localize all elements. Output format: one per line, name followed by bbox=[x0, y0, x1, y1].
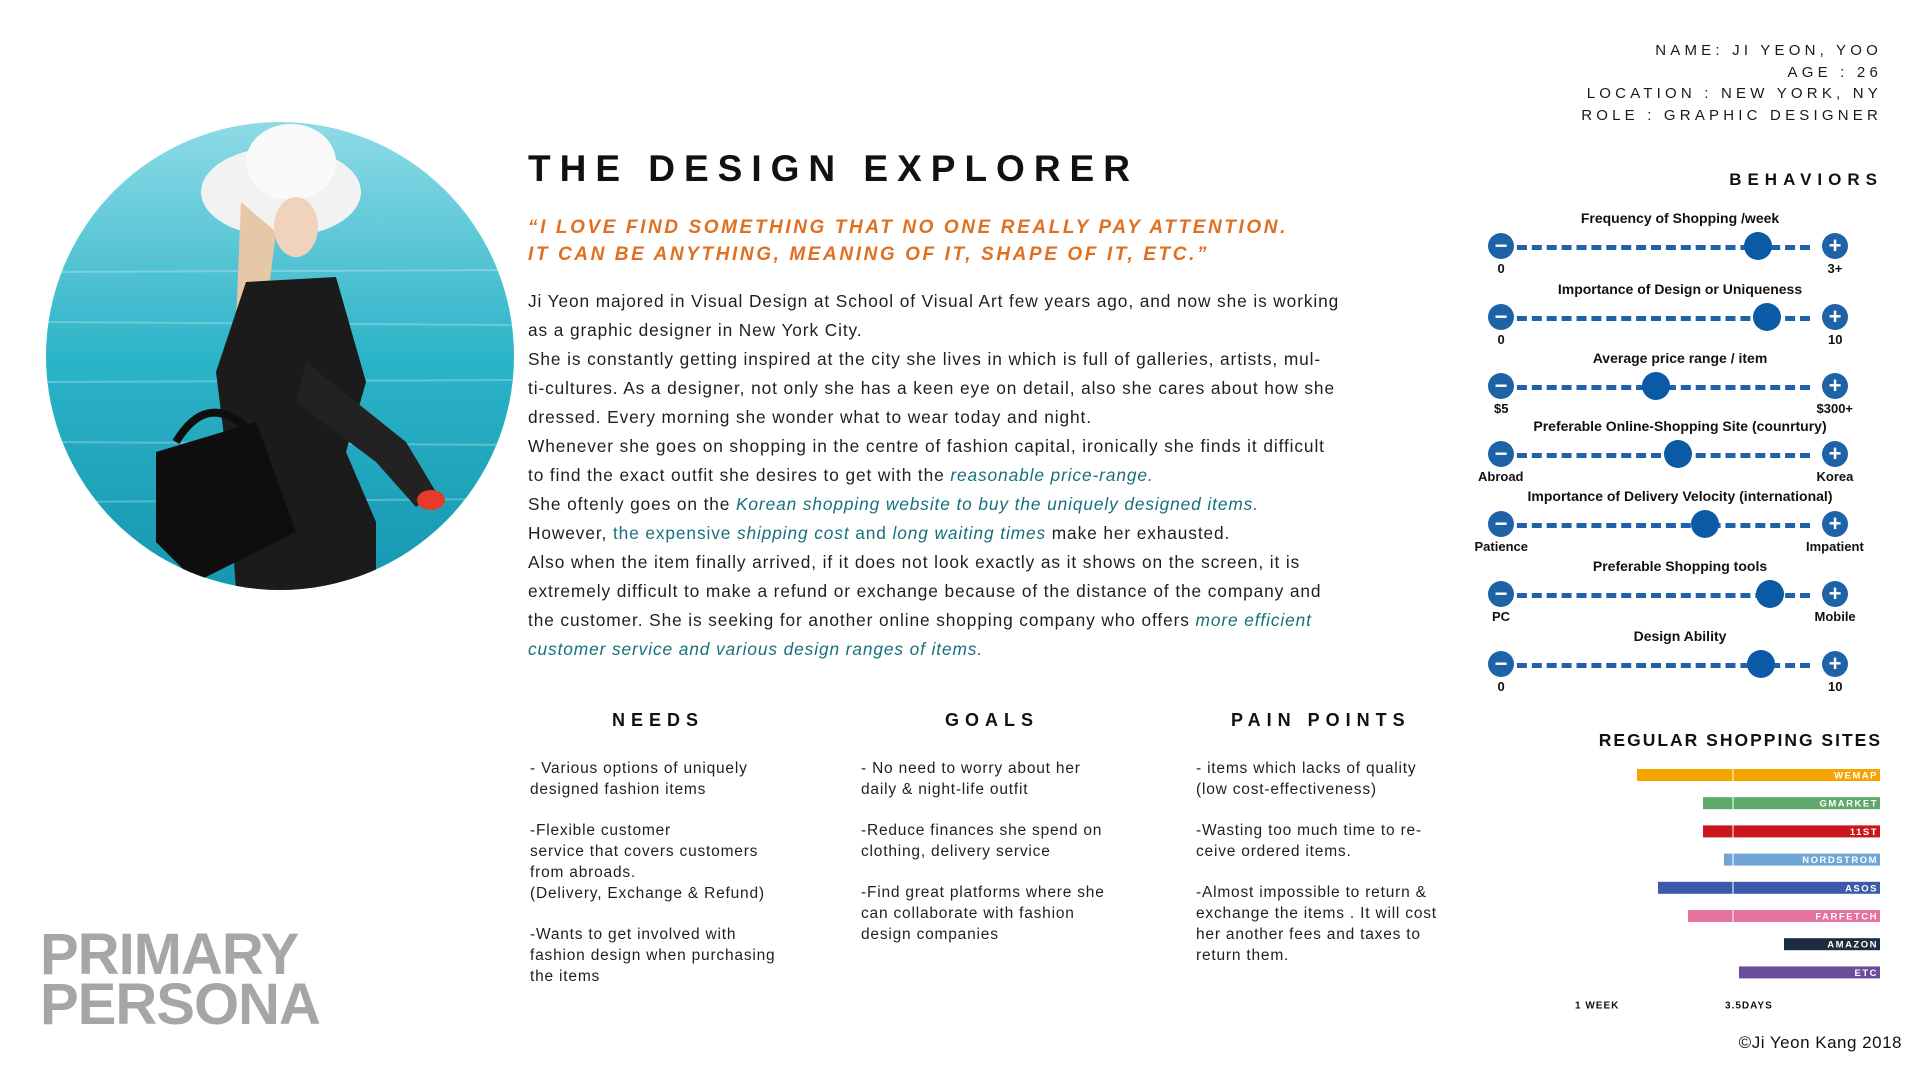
copyright: ©Ji Yeon Kang 2018 bbox=[1738, 1033, 1902, 1052]
needs-line: -Wants to get involved with bbox=[530, 926, 737, 943]
behavior-min-label: 0 bbox=[1497, 679, 1505, 694]
goals-line: daily & night-life outfit bbox=[861, 781, 1029, 798]
behavior-min-label: 0 bbox=[1497, 261, 1505, 276]
needs-item bbox=[530, 758, 775, 800]
minus-icon: − bbox=[1488, 581, 1514, 607]
bio-text: However, bbox=[528, 523, 613, 543]
slider-knob bbox=[1691, 510, 1719, 538]
info-role: ROLE : GRAPHIC DESIGNER bbox=[1581, 106, 1882, 124]
goals-line: -Find great platforms where she bbox=[861, 884, 1105, 901]
behavior-max-label: 10 bbox=[1828, 332, 1843, 347]
bio-text: the customer. She is seeking for another online shopping company who offers bbox=[528, 610, 1196, 630]
bio-highlight: more efficient bbox=[1195, 610, 1312, 630]
goals-item bbox=[861, 882, 1105, 945]
behavior-slider bbox=[1470, 281, 1890, 351]
pain-points-heading: PAIN POINTS bbox=[1231, 710, 1411, 730]
sites-bar-chart bbox=[1540, 757, 1900, 1017]
behavior-max-label: Mobile bbox=[1814, 609, 1856, 624]
needs-item bbox=[530, 924, 775, 987]
slider-knob bbox=[1664, 440, 1692, 468]
behavior-max-label: $300+ bbox=[1816, 401, 1854, 416]
bio-text: make her exhausted. bbox=[1046, 523, 1231, 543]
pain-point-line: ceive ordered items. bbox=[1196, 843, 1352, 860]
bio-line: ti-cultures. As a designer, not only she has a keen eye on detail, also she cares about how she bbox=[528, 378, 1335, 398]
bio-line: dressed. Every morning she wonder what to wear today and night. bbox=[528, 407, 1092, 427]
needs-line: service that covers customers bbox=[530, 843, 759, 860]
pain-point-line: exchange the items . It will cost bbox=[1196, 905, 1437, 922]
needs-line: -Flexible customer bbox=[530, 822, 672, 839]
behavior-label: Importance of Design or Uniqueness bbox=[1557, 281, 1803, 297]
bio-line bbox=[528, 519, 1428, 548]
bio-highlight: Korean shopping website to buy the uniquely designed items. bbox=[736, 494, 1259, 514]
pain-point-item bbox=[1196, 758, 1437, 800]
pain-points-list bbox=[1196, 758, 1437, 986]
bio-line: Also when the item finally arrived, if it does not look exactly as it shows on the screen, it is bbox=[528, 552, 1301, 572]
bio-text: to find the exact outfit she desires to get with the bbox=[528, 465, 951, 485]
bio-line: extremely difficult to make a refund or exchange because of the distance of the company and bbox=[528, 581, 1322, 601]
needs-line: fashion design when purchasing bbox=[530, 947, 776, 964]
bio-highlight: long waiting times bbox=[892, 523, 1047, 543]
behavior-slider bbox=[1470, 350, 1890, 420]
sites-chart-title: REGULAR SHOPPING SITES bbox=[1598, 730, 1882, 750]
bio-line: She is constantly getting inspired at the city she lives in which is full of galleries, artists, mul- bbox=[528, 349, 1322, 369]
bio-highlight: shipping cost bbox=[736, 523, 850, 543]
pain-point-item bbox=[1196, 820, 1437, 862]
slider-knob bbox=[1744, 232, 1772, 260]
minus-icon: − bbox=[1488, 373, 1514, 399]
info-name: NAME: JI YEON, YOO bbox=[1655, 42, 1882, 59]
goals-line: - No need to worry about her bbox=[861, 760, 1081, 777]
goals-line: can collaborate with fashion bbox=[861, 905, 1075, 922]
behavior-slider bbox=[1470, 210, 1890, 280]
needs-heading: NEEDS bbox=[612, 710, 705, 730]
bio-line: as a graphic designer in New York City. bbox=[528, 320, 863, 340]
bio-line bbox=[528, 606, 1428, 635]
behaviors-title: BEHAVIORS bbox=[1729, 170, 1883, 189]
primary-persona-line: PRIMARY bbox=[40, 922, 299, 987]
slider-knob bbox=[1756, 580, 1784, 608]
bio-line: customer service and various design ranges of items. bbox=[528, 639, 984, 659]
site-bar-label: WEMAP bbox=[1834, 770, 1878, 782]
bio-highlight: the expensive bbox=[612, 523, 737, 543]
slider-track bbox=[1502, 523, 1810, 528]
behavior-max-label: Impatient bbox=[1806, 539, 1864, 554]
pain-point-line: - items which lacks of quality bbox=[1196, 760, 1417, 777]
plus-icon: + bbox=[1822, 233, 1848, 259]
plus-icon: + bbox=[1822, 651, 1848, 677]
behavior-slider bbox=[1470, 418, 1890, 488]
needs-item bbox=[530, 820, 775, 904]
plus-icon: + bbox=[1822, 304, 1848, 330]
goals-line: -Reduce finances she spend on bbox=[861, 822, 1103, 839]
behavior-label: Preferable Online-Shopping Site (counrtury) bbox=[1533, 418, 1827, 434]
needs-line: (Delivery, Exchange & Refund) bbox=[530, 885, 765, 902]
needs-list bbox=[530, 758, 775, 1007]
minus-icon: − bbox=[1488, 304, 1514, 330]
site-bar-label: ETC bbox=[1854, 967, 1878, 979]
bio-highlight: reasonable price-range. bbox=[950, 465, 1154, 485]
needs-line: designed fashion items bbox=[530, 781, 707, 798]
behavior-max-label: 10 bbox=[1828, 679, 1843, 694]
goals-line: design companies bbox=[861, 926, 999, 943]
slider-track bbox=[1502, 453, 1810, 458]
plus-icon: + bbox=[1822, 441, 1848, 467]
bio-line bbox=[528, 461, 1428, 490]
behavior-min-label: PC bbox=[1492, 609, 1511, 624]
behavior-slider bbox=[1470, 488, 1890, 558]
pain-point-line: -Almost impossible to return & bbox=[1196, 884, 1427, 901]
pain-point-line: her another fees and taxes to bbox=[1196, 926, 1421, 943]
plus-icon: + bbox=[1822, 511, 1848, 537]
quote-line: IT CAN BE ANYTHING, MEANING OF IT, SHAPE OF IT, ETC.” bbox=[528, 244, 1210, 265]
plus-icon: + bbox=[1822, 373, 1848, 399]
behavior-slider bbox=[1470, 628, 1890, 698]
behavior-min-label: Patience bbox=[1474, 539, 1528, 554]
bio-line bbox=[528, 490, 1428, 519]
plus-icon: + bbox=[1822, 581, 1848, 607]
persona-quote bbox=[528, 214, 1288, 268]
bio-line: Ji Yeon majored in Visual Design at School of Visual Art few years ago, and now she is working bbox=[528, 291, 1340, 311]
needs-line: - Various options of uniquely bbox=[530, 760, 748, 777]
persona-bio bbox=[528, 287, 1428, 664]
behavior-slider bbox=[1470, 558, 1890, 628]
primary-persona-line: PERSONA bbox=[40, 972, 320, 1037]
goals-item bbox=[861, 820, 1105, 862]
behavior-label: Design Ability bbox=[1633, 628, 1727, 644]
goals-item bbox=[861, 758, 1105, 800]
bio-line: Whenever she goes on shopping in the centre of fashion capital, ironically she finds it difficult bbox=[528, 436, 1325, 456]
pain-point-line: return them. bbox=[1196, 947, 1290, 964]
x-tick-label: 3.5DAYS bbox=[1725, 1000, 1773, 1012]
bio-text: She oftenly goes on the bbox=[528, 494, 736, 514]
pain-point-line: -Wasting too much time to re- bbox=[1196, 822, 1422, 839]
site-bar-label: FARFETCH bbox=[1815, 911, 1878, 923]
behavior-label: Average price range / item bbox=[1592, 350, 1768, 366]
x-tick-label: 1 WEEK bbox=[1575, 1000, 1620, 1012]
behavior-max-label: Korea bbox=[1816, 469, 1854, 484]
minus-icon: − bbox=[1488, 511, 1514, 537]
goals-line: clothing, delivery service bbox=[861, 843, 1051, 860]
slider-knob bbox=[1747, 650, 1775, 678]
minus-icon: − bbox=[1488, 651, 1514, 677]
slider-knob bbox=[1642, 372, 1670, 400]
persona-info bbox=[1581, 40, 1882, 126]
pain-point-line: (low cost-effectiveness) bbox=[1196, 781, 1377, 798]
behavior-min-label: $5 bbox=[1494, 401, 1509, 416]
info-age: AGE : 26 bbox=[1787, 63, 1882, 81]
site-bar-label: 11ST bbox=[1849, 826, 1878, 838]
behavior-label: Preferable Shopping tools bbox=[1592, 558, 1768, 574]
behavior-min-label: Abroad bbox=[1478, 469, 1524, 484]
info-location: LOCATION : NEW YORK, NY bbox=[1586, 85, 1882, 102]
goals-heading: GOALS bbox=[945, 710, 1040, 730]
minus-icon: − bbox=[1488, 441, 1514, 467]
persona-title: THE DESIGN EXPLORER bbox=[528, 148, 1139, 189]
site-bar-label: ASOS bbox=[1845, 883, 1878, 895]
site-bar-label: GMARKET bbox=[1819, 798, 1878, 810]
behavior-label: Frequency of Shopping /week bbox=[1580, 210, 1780, 226]
goals-list bbox=[861, 758, 1105, 965]
behavior-min-label: 0 bbox=[1497, 332, 1505, 347]
quote-line: “I LOVE FIND SOMETHING THAT NO ONE REALLY PAY ATTENTION. bbox=[528, 217, 1288, 238]
site-bar-label: NORDSTROM bbox=[1802, 855, 1878, 867]
bio-highlight: and bbox=[849, 523, 893, 543]
needs-line: from abroads. bbox=[530, 864, 637, 881]
behavior-label: Importance of Delivery Velocity (international) bbox=[1527, 488, 1833, 504]
slider-knob bbox=[1753, 303, 1781, 331]
minus-icon: − bbox=[1488, 233, 1514, 259]
primary-persona-label bbox=[40, 922, 320, 1037]
site-bar-label: AMAZON bbox=[1827, 939, 1878, 951]
needs-line: the items bbox=[530, 968, 601, 985]
behavior-max-label: 3+ bbox=[1827, 261, 1843, 276]
persona-photo bbox=[46, 122, 514, 590]
pain-point-item bbox=[1196, 882, 1437, 966]
